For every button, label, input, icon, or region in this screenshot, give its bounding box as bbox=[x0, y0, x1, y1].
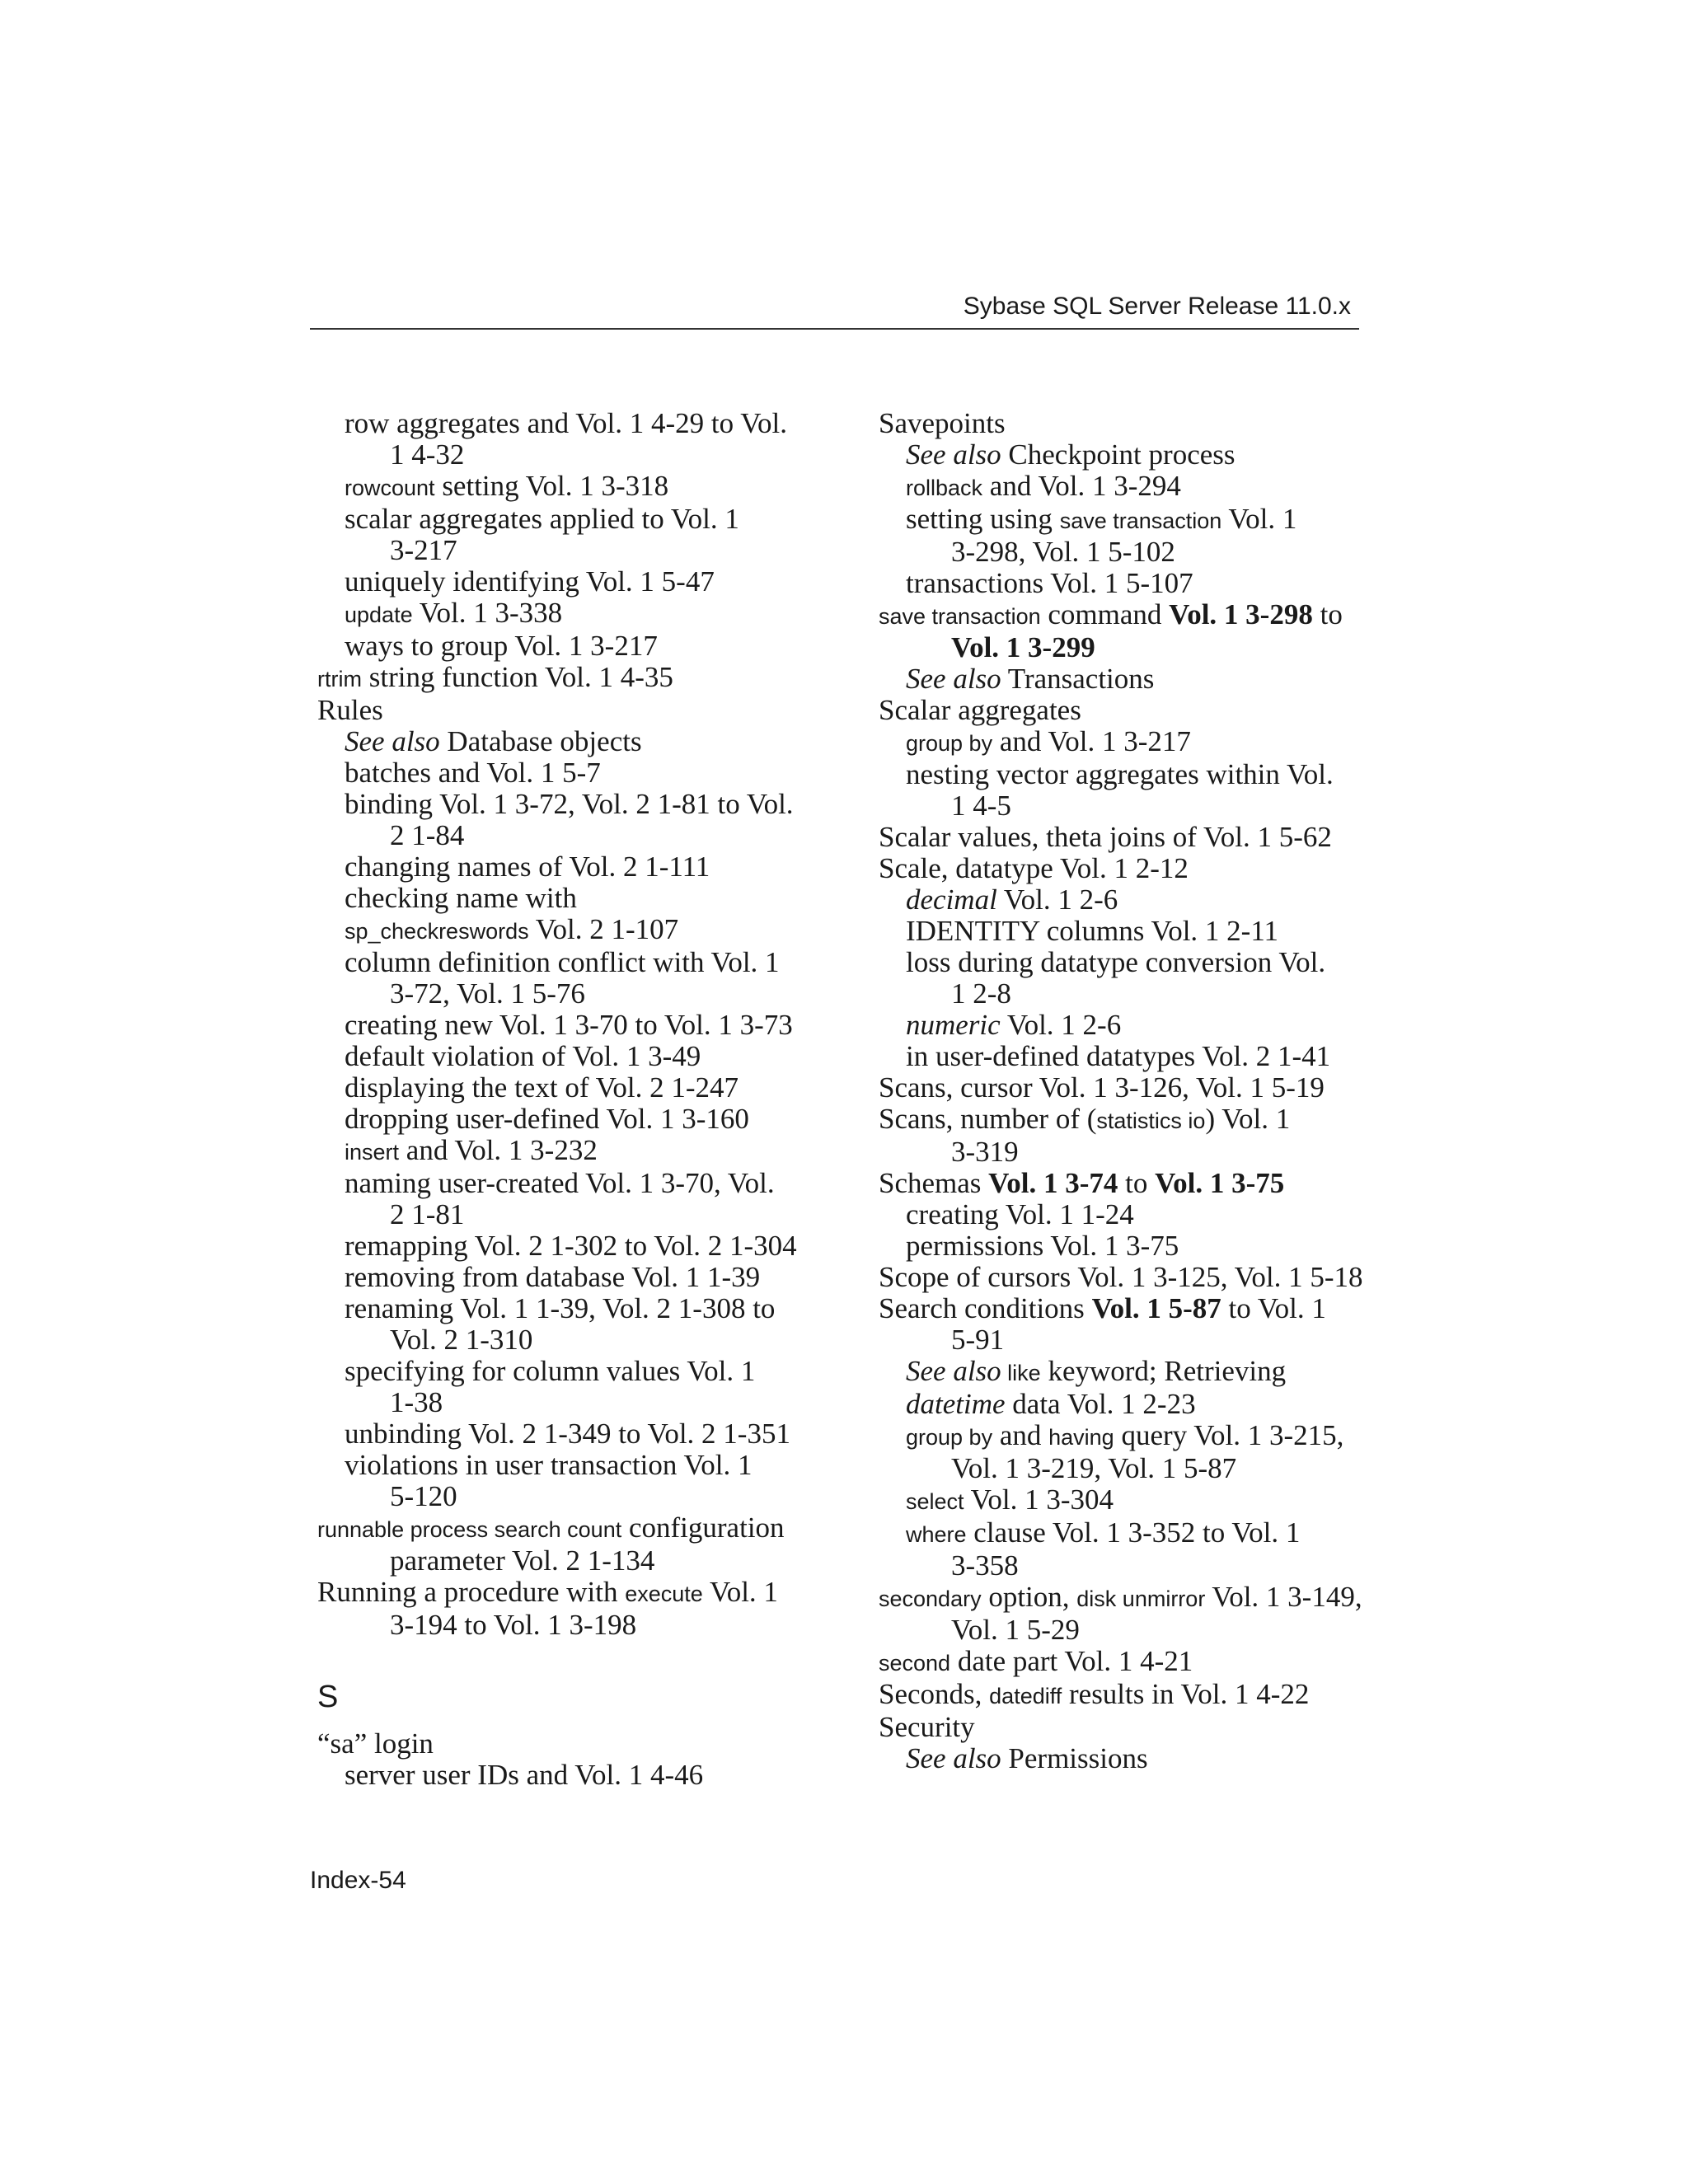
index-entry: ways to group Vol. 1 3-217 bbox=[345, 630, 658, 662]
index-heading: Savepoints bbox=[879, 407, 1006, 439]
index-entry: creating new Vol. 1 3-70 to Vol. 1 3-73 bbox=[345, 1009, 793, 1041]
index-entry: See also Transactions bbox=[906, 663, 1155, 695]
index-heading: Security bbox=[879, 1711, 975, 1743]
index-heading: Scale, datatype Vol. 1 2-12 bbox=[879, 852, 1189, 884]
index-entry: checking name with bbox=[345, 882, 577, 914]
index-entry-continuation: Vol. 1 5-29 bbox=[951, 1614, 1080, 1646]
section-letter: S bbox=[317, 1680, 339, 1714]
index-entry: uniquely identifying Vol. 1 5-47 bbox=[345, 565, 715, 598]
index-entry: IDENTITY columns Vol. 1 2-11 bbox=[906, 915, 1279, 947]
index-entry: See also Database objects bbox=[345, 725, 642, 757]
index-entry: numeric Vol. 1 2-6 bbox=[906, 1009, 1122, 1041]
index-entry-continuation: 3-72, Vol. 1 5-76 bbox=[390, 977, 585, 1010]
index-heading: runnable process search count configuration bbox=[317, 1511, 785, 1544]
index-heading: Scope of cursors Vol. 1 3-125, Vol. 1 5-18 bbox=[879, 1261, 1363, 1293]
index-entry: in user-defined datatypes Vol. 2 1-41 bbox=[906, 1040, 1331, 1072]
index-entry: specifying for column values Vol. 1 bbox=[345, 1355, 756, 1387]
index-entry: group by and Vol. 1 3-217 bbox=[906, 725, 1191, 757]
index-entry: See also Permissions bbox=[906, 1742, 1148, 1774]
index-entry: datetime data Vol. 1 2-23 bbox=[906, 1388, 1196, 1420]
index-heading: second date part Vol. 1 4-21 bbox=[879, 1645, 1193, 1677]
index-entry-continuation: 2 1-84 bbox=[390, 819, 465, 851]
index-entry-continuation: 3-358 bbox=[951, 1549, 1019, 1582]
index-entry: violations in user transaction Vol. 1 bbox=[345, 1449, 753, 1481]
index-entry-continuation: 1 4-32 bbox=[390, 438, 465, 471]
index-entry: rowcount setting Vol. 1 3-318 bbox=[345, 470, 669, 502]
index-entry-continuation: 2 1-81 bbox=[390, 1198, 465, 1230]
index-entry: scalar aggregates applied to Vol. 1 bbox=[345, 503, 739, 535]
index-entry: insert and Vol. 1 3-232 bbox=[345, 1134, 598, 1166]
index-entry: creating Vol. 1 1-24 bbox=[906, 1198, 1134, 1230]
index-entry-continuation: 1 2-8 bbox=[951, 977, 1011, 1010]
index-entry-continuation: sp_checkreswords Vol. 2 1-107 bbox=[345, 913, 679, 945]
index-column-right bbox=[879, 408, 1373, 1774]
index-entry: decimal Vol. 1 2-6 bbox=[906, 883, 1118, 916]
index-heading: secondary option, disk unmirror Vol. 1 3-149, bbox=[879, 1581, 1362, 1613]
index-entry: remapping Vol. 2 1-302 to Vol. 2 1-304 bbox=[345, 1230, 797, 1262]
index-entry: permissions Vol. 1 3-75 bbox=[906, 1230, 1179, 1262]
index-entry: dropping user-defined Vol. 1 3-160 bbox=[345, 1103, 749, 1135]
index-heading: “sa” login bbox=[317, 1727, 434, 1760]
page-number: Index-54 bbox=[310, 1867, 406, 1894]
index-entry-continuation: 3-298, Vol. 1 5-102 bbox=[951, 536, 1175, 568]
index-entry: where clause Vol. 1 3-352 to Vol. 1 bbox=[906, 1516, 1301, 1549]
index-entry: binding Vol. 1 3-72, Vol. 2 1-81 to Vol. bbox=[345, 788, 794, 820]
index-heading: Search conditions Vol. 1 5-87 to Vol. 1 bbox=[879, 1292, 1326, 1324]
index-entry-continuation: 1-38 bbox=[390, 1386, 443, 1418]
index-entry-continuation: Vol. 1 3-299 bbox=[951, 631, 1095, 663]
index-entry-continuation: Vol. 2 1-310 bbox=[390, 1324, 533, 1356]
index-entry: rollback and Vol. 1 3-294 bbox=[906, 470, 1181, 502]
index-entry: batches and Vol. 1 5-7 bbox=[345, 757, 601, 789]
index-entry: changing names of Vol. 2 1-111 bbox=[345, 851, 710, 883]
index-heading: Rules bbox=[317, 694, 383, 726]
index-entry: naming user-created Vol. 1 3-70, Vol. bbox=[345, 1167, 775, 1199]
index-entry: See also Checkpoint process bbox=[906, 438, 1236, 471]
index-entry: select Vol. 1 3-304 bbox=[906, 1483, 1114, 1516]
index-entry-continuation: Vol. 1 3-219, Vol. 1 5-87 bbox=[951, 1452, 1237, 1484]
index-entry: group by and having query Vol. 1 3-215, bbox=[906, 1419, 1344, 1451]
index-entry: removing from database Vol. 1 1-39 bbox=[345, 1261, 761, 1293]
index-heading: Schemas Vol. 1 3-74 to Vol. 1 3-75 bbox=[879, 1167, 1285, 1199]
index-entry: row aggregates and Vol. 1 4-29 to Vol. bbox=[345, 407, 787, 439]
index-entry-continuation: 5-120 bbox=[390, 1480, 457, 1512]
index-entry: default violation of Vol. 1 3-49 bbox=[345, 1040, 701, 1072]
index-entry: renaming Vol. 1 1-39, Vol. 2 1-308 to bbox=[345, 1292, 776, 1324]
index-entry-continuation: parameter Vol. 2 1-134 bbox=[390, 1544, 655, 1577]
index-entry-continuation: 3-319 bbox=[951, 1136, 1019, 1168]
index-heading: rtrim string function Vol. 1 4-35 bbox=[317, 661, 673, 693]
index-entry: displaying the text of Vol. 2 1-247 bbox=[345, 1071, 738, 1104]
index-heading: Scalar aggregates bbox=[879, 694, 1081, 726]
index-column-left bbox=[317, 408, 828, 1791]
index-heading: Seconds, datediff results in Vol. 1 4-22 bbox=[879, 1678, 1310, 1710]
index-heading: Scans, number of (statistics io) Vol. 1 bbox=[879, 1103, 1291, 1135]
index-entry-continuation: 3-194 to Vol. 1 3-198 bbox=[390, 1609, 637, 1641]
header-title: Sybase SQL Server Release 11.0.x bbox=[963, 293, 1351, 320]
running-header bbox=[310, 290, 1359, 330]
index-entry: loss during datatype conversion Vol. bbox=[906, 946, 1326, 978]
index-entry: column definition conflict with Vol. 1 bbox=[345, 946, 780, 978]
index-entry-continuation: 5-91 bbox=[951, 1324, 1005, 1356]
index-entry: transactions Vol. 1 5-107 bbox=[906, 567, 1193, 599]
index-heading: save transaction command Vol. 1 3-298 to bbox=[879, 598, 1343, 630]
index-heading: Running a procedure with execute Vol. 1 bbox=[317, 1576, 778, 1608]
index-entry: See also like keyword; Retrieving bbox=[906, 1355, 1287, 1387]
index-entry: server user IDs and Vol. 1 4-46 bbox=[345, 1759, 704, 1791]
index-heading: Scalar values, theta joins of Vol. 1 5-62 bbox=[879, 821, 1332, 853]
index-entry: update Vol. 1 3-338 bbox=[345, 597, 563, 629]
index-entry-continuation: 3-217 bbox=[390, 534, 457, 566]
index-entry: setting using save transaction Vol. 1 bbox=[906, 503, 1297, 535]
index-entry-continuation: 1 4-5 bbox=[951, 790, 1011, 822]
index-entry: nesting vector aggregates within Vol. bbox=[906, 758, 1334, 790]
index-entry: unbinding Vol. 2 1-349 to Vol. 2 1-351 bbox=[345, 1418, 790, 1450]
index-heading: Scans, cursor Vol. 1 3-126, Vol. 1 5-19 bbox=[879, 1071, 1325, 1104]
